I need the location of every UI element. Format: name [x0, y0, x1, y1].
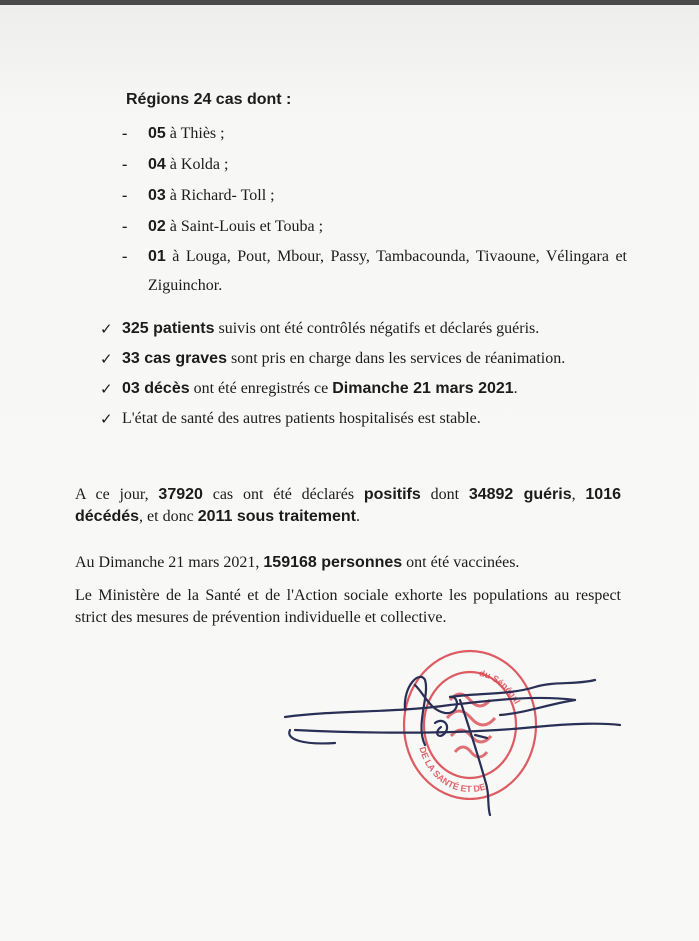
vaccination-paragraph: Au Dimanche 21 mars 2021, 159168 personnes ont été vaccinées. — [75, 554, 520, 571]
checkmark-icon: ✓ — [100, 380, 113, 398]
signature — [275, 655, 625, 825]
checkmark-icon: ✓ — [100, 320, 113, 338]
summary-paragraph: A ce jour, 37920 cas ont été déclarés positifs dont 34892 guéris, 1016 décédés, et donc 2011 sous traitement. — [75, 486, 621, 525]
list-item: ✓ L'état de santé des autres patients hospitalisés est stable. — [100, 406, 624, 432]
list-item: - 04 à Kolda ; — [122, 156, 229, 173]
status-checklist — [100, 316, 624, 436]
checkmark-icon: ✓ — [100, 410, 113, 428]
regions-list — [122, 118, 627, 300]
regions-heading: Régions 24 cas dont : — [126, 91, 292, 108]
list-item: - 05 à Thiès ; — [122, 125, 225, 142]
exhortation-paragraph: Le Ministère de la Santé et de l'Action sociale exhorte les populations au respect strict des mesures de prévention individuelle et collective. — [75, 587, 621, 626]
list-item: - 03 à Richard- Toll ; — [122, 187, 275, 204]
svg-text:DE LA SANTÉ ET DE: DE LA SANTÉ ET DE — [417, 745, 487, 795]
list-item: ✓ 325 patients suivis ont été contrôlés négatifs et déclarés guéris. — [100, 316, 624, 342]
regions-title — [126, 91, 291, 109]
list-item: - 02 à Saint-Louis et Touba ; — [122, 218, 324, 235]
svg-text:du Sénégal: du Sénégal — [478, 667, 523, 706]
list-item: ✓ 03 décès ont été enregistrés ce Dimanche 21 mars 2021. — [100, 376, 624, 402]
checkmark-icon: ✓ — [100, 350, 113, 368]
list-item: ✓ 33 cas graves sont pris en charge dans les services de réanimation. — [100, 346, 624, 372]
list-item: - 01 à Louga, Pout, Mbour, Passy, Tambacounda, Tivaoune, Vélingara et Ziguinchor. — [122, 248, 627, 294]
